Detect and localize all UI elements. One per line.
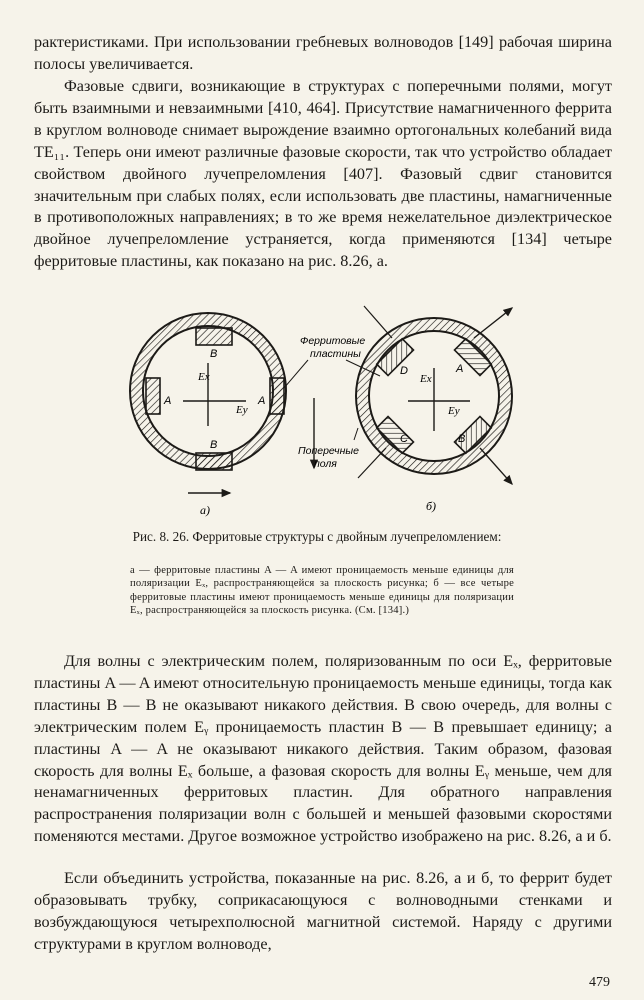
label-a-right: A bbox=[258, 395, 266, 407]
subfigure-label-b: б) bbox=[426, 499, 437, 513]
label-d: D bbox=[400, 365, 408, 377]
label-ex-a: Ex bbox=[198, 371, 210, 383]
figure-caption bbox=[104, 529, 530, 545]
plate-a-right bbox=[270, 378, 284, 414]
label-b-top: B bbox=[210, 348, 218, 360]
transverse-label-line2: поля bbox=[314, 458, 337, 470]
waveguide-a bbox=[130, 313, 286, 470]
label-ey-b: Ey bbox=[448, 405, 460, 417]
label-ex-b: Ex bbox=[420, 373, 432, 385]
plate-a-left bbox=[146, 378, 160, 414]
plate-b-bottom bbox=[196, 453, 232, 470]
label-b-b: B bbox=[458, 433, 466, 445]
label-a-left: A bbox=[164, 395, 172, 407]
label-b-bottom: B bbox=[210, 439, 218, 451]
ferrite-label-line2: пластины bbox=[310, 348, 361, 360]
caption-title: Рис. 8. 26. Ферритовые структуры с двойным лучепреломлением: bbox=[132, 529, 502, 544]
page-number: 479 bbox=[589, 975, 610, 990]
caption-notes: а — ферритовые пластины A — A имеют проницаемость меньше единицы для поляризации Eₓ, распространяющейся за плоскость рисунка; б — все четыре ферритовые пластины имеют проницаемость меньше единицы для поляризации Eₓ, распространяющейся за плоскость рисунка. (См. [134].) bbox=[130, 565, 514, 617]
paragraph-combination: Если объединить устройства, показанные на рис. 8.26, а и б, то феррит будет образовывать трубку, соприкасающуюся с волноводными стенками и возбуждающуюся четырехполюсной магнитной системой. Наряду с другими структурами в круглом волноводе, bbox=[34, 869, 612, 953]
paragraph-phase-shifts: Фазовые сдвиги, возникающие в структурах с поперечными полями, могут быть взаимными и невзаимными [410, 464]. Присутствие намагниченного феррита в круглом волноводе снимает вырождение взаимно ортогональных колебаний вида TE₁₁. Теперь они имеют различные фазовые скорости, так что устройство обладает свойством двойного лучепреломления [407]. Фазовый сдвиг становится значительным при слабых полях, если использовать две пластины, намагниченные в противоположных направлениях; в то же время нежелательное диэлектрическое двойное лучепреломление устраняется, когда применяются [134] четыре ферритовые пластины, как показано на рис. 8.26, а. bbox=[34, 77, 612, 271]
ferrite-label-line1: Ферритовые bbox=[300, 335, 366, 347]
paragraph-continuation: рактеристиками. При использовании гребневых волноводов [149] рабочая ширина полосы увеличивается. bbox=[34, 33, 612, 73]
plate-b-top bbox=[196, 328, 232, 345]
label-ey-a: Ey bbox=[236, 404, 248, 416]
figure-8-26 bbox=[118, 298, 538, 520]
waveguide-b bbox=[356, 306, 512, 484]
label-a-b: A bbox=[456, 363, 464, 375]
label-c: C bbox=[400, 433, 408, 445]
transverse-label-line1: Поперечные bbox=[298, 445, 359, 457]
subfigure-label-a: а) bbox=[200, 503, 210, 517]
paragraph-polarization: Для волны с электрическим полем, поляризованным по оси Eₓ, ферритовые пластины A — A имеют относительную проницаемость меньше единицы, тогда как пластины B — B не оказывают никакого действия. В свою очередь, для волны с электрическим полем Eᵧ проницаемость пластин B — B превышает единицу; а пластины A — A не оказывают никакого действия. Таким образом, фазовая скорость для волны Eₓ больше, а фазовая скорость для волны Eᵧ меньше, чем для ненамагниченных ферритовых пластин. Для обратного направления распространения поляризации волн с большей и меньшей фазовыми скоростями поменяются местами. Другое возможное устройство изображено на рис. 8.26, а и б. bbox=[34, 652, 612, 846]
